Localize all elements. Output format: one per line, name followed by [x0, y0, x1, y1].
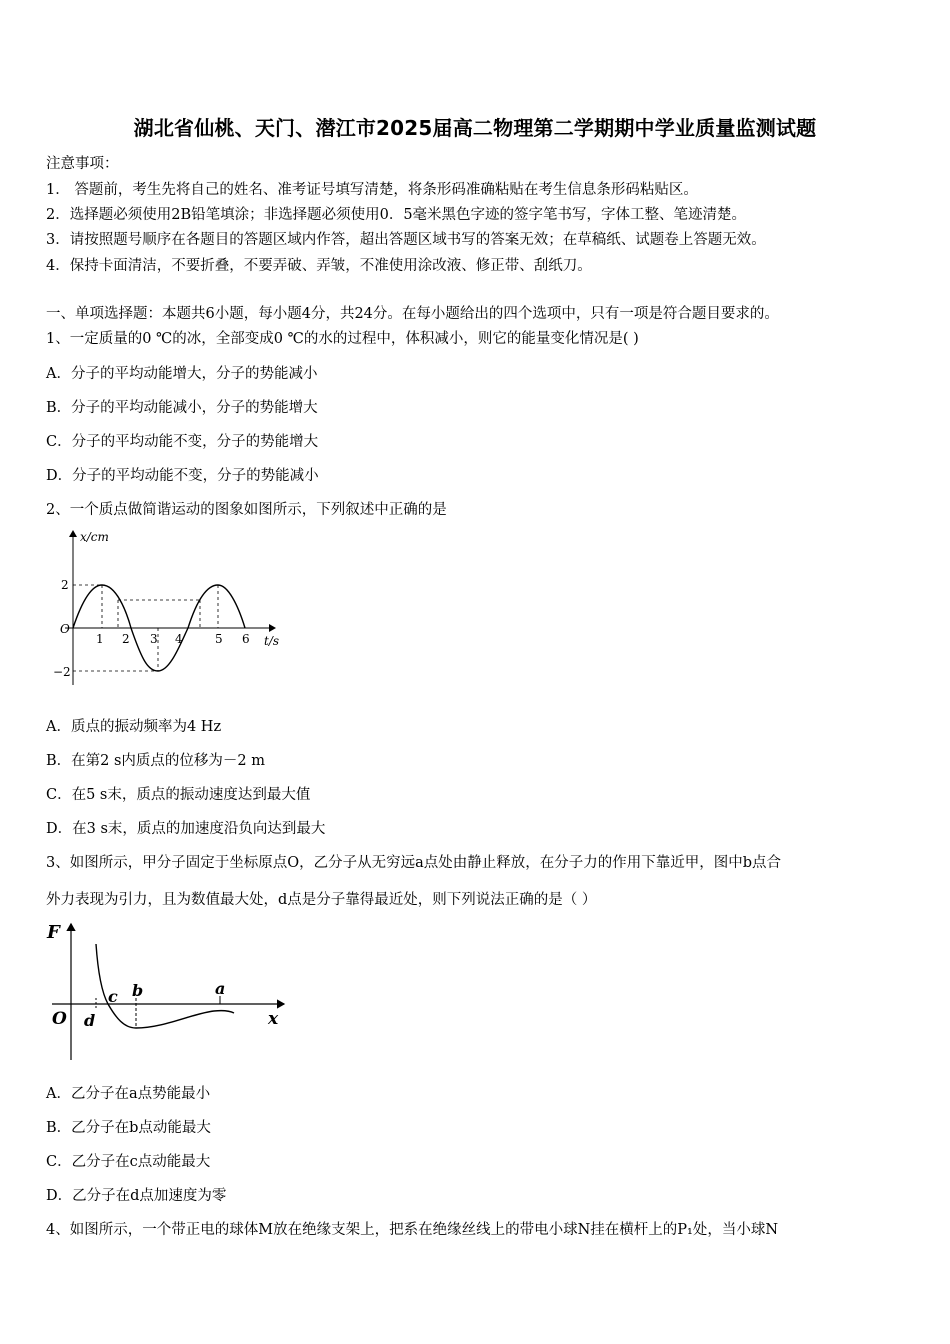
x-axis-label: x [268, 1009, 279, 1029]
question-2-option-b: B．在第2 s内质点的位移为－2 m [46, 753, 266, 769]
x-tick-4: 4 [175, 632, 183, 646]
f-axis-label: F [47, 922, 60, 943]
question-2-option-d: D．在3 s末，质点的加速度沿负向达到最大 [46, 821, 326, 837]
shm-graph [50, 525, 290, 695]
notice-heading: 注意事项： [46, 156, 119, 172]
notice-item: 3．请按照题号顺序在各题目的答题区域内作答，超出答题区域书写的答案无效；在草稿纸、试题卷上答题无效。 [46, 232, 766, 248]
x-axis-label: t/s [264, 634, 280, 648]
page-title: 湖北省仙桃、天门、潜江市2025届高二物理第二学期期中学业质量监测试题 [133, 116, 817, 140]
question-2-option-a: A．质点的振动频率为4 Hz [46, 719, 222, 735]
question-3-option-a: A．乙分子在a点势能最小 [46, 1086, 211, 1102]
point-c-label: c [108, 987, 118, 1006]
x-tick-3: 3 [150, 632, 158, 646]
x-tick-2: 2 [122, 632, 130, 646]
point-b-label: b [132, 981, 144, 1000]
question-4-stem: 4、如图所示，一个带正电的球体M放在绝缘支架上，把系在绝缘丝线上的带电小球N挂在横杆上的P₁处，当小球N [46, 1222, 779, 1238]
question-1-stem: 1、一定质量的0 ℃的冰，全部变成0 ℃的水的过程中，体积减小，则它的能量变化情况是( ) [46, 331, 639, 347]
question-1-option-c: C．分子的平均动能不变，分子的势能增大 [46, 434, 319, 450]
y-tick-neg2: −2 [53, 665, 71, 679]
point-d-label: d [84, 1011, 96, 1030]
point-a-label: a [215, 979, 226, 998]
question-3-option-c: C．乙分子在c点动能最大 [46, 1154, 211, 1170]
y-axis-label: x/cm [80, 530, 109, 544]
x-tick-1: 1 [96, 632, 104, 646]
question-2-option-c: C．在5 s末，质点的振动速度达到最大值 [46, 787, 311, 803]
question-1-option-a: A．分子的平均动能增大，分子的势能减小 [46, 366, 318, 382]
question-1-option-b: B．分子的平均动能减小，分子的势能增大 [46, 400, 318, 416]
notice-item: 4．保持卡面清洁，不要折叠，不要弄破、弄皱，不准使用涂改液、修正带、刮纸刀。 [46, 258, 592, 274]
question-3-stem-line2: 外力表现为引力，且为数值最大处，d点是分子靠得最近处，则下列说法正确的是（ ） [46, 892, 597, 908]
question-3-stem-line1: 3、如图所示，甲分子固定于坐标原点O，乙分子从无穷远a点处由静止释放，在分子力的作用下靠近甲，图中b点合 [46, 855, 782, 871]
origin-label: O [52, 1009, 67, 1029]
y-tick-2: 2 [61, 578, 69, 592]
section-heading: 一、单项选择题：本题共6小题，每小题4分，共24分。在每小题给出的四个选项中，只有一项是符合题目要求的。 [46, 306, 779, 322]
question-3-option-b: B．乙分子在b点动能最大 [46, 1120, 211, 1136]
x-tick-6: 6 [242, 632, 250, 646]
question-2-stem: 2、一个质点做简谐运动的图象如图所示，下列叙述中正确的是 [46, 502, 447, 518]
notice-item: 2．选择题必须使用2B铅笔填涂；非选择题必须使用0．5毫米黑色字迹的签字笔书写，字体工整、笔迹清楚。 [46, 207, 747, 223]
origin-label: O [60, 622, 70, 636]
force-graph [44, 918, 294, 1066]
x-tick-5: 5 [215, 632, 223, 646]
force-curve [96, 944, 234, 1028]
question-3-option-d: D．乙分子在d点加速度为零 [46, 1188, 227, 1204]
question-1-option-d: D．分子的平均动能不变，分子的势能减小 [46, 468, 319, 484]
notice-item: 1． 答题前，考生先将自己的姓名、准考证号填写清楚，将条形码准确粘贴在考生信息条形码粘贴区。 [46, 182, 698, 198]
